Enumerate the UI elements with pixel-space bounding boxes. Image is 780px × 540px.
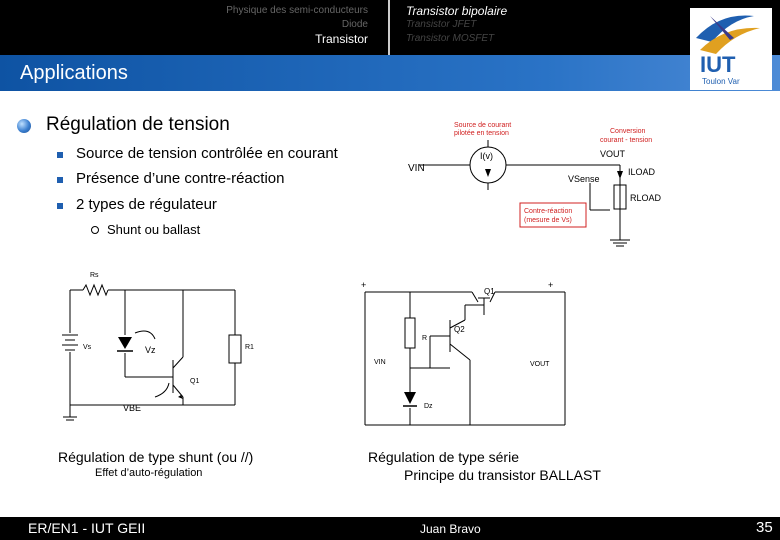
caption-shunt-title: Régulation de type shunt (ou //) [58, 449, 254, 465]
circle-bullet-icon [91, 226, 99, 234]
nav-item-physique[interactable]: Physique des semi-conducteurs [226, 5, 368, 16]
bullet-level1: Régulation de tension [46, 114, 230, 135]
label-vout: VOUT [600, 149, 626, 159]
label-source2: pilotée en tension [454, 130, 509, 137]
label-r: R [422, 335, 428, 342]
bullet-level3: Shunt ou ballast [107, 222, 201, 237]
nav-item-diode[interactable]: Diode [341, 19, 368, 30]
footer-author: Juan Bravo [420, 522, 481, 536]
label-iv: I(v) [480, 151, 493, 161]
bullet-level2-item: Présence d’une contre-réaction [76, 170, 285, 187]
nav-item-transistor[interactable]: Transistor [315, 32, 368, 46]
label-vs: Vs [83, 344, 92, 351]
header-bar [0, 0, 780, 55]
nav-divider [388, 0, 390, 55]
bullet-level2-item: Source de tension contrôlée en courant [76, 145, 338, 162]
label-vbe: VBE [123, 403, 142, 413]
footer-course: ER/EN1 - IUT GEII [28, 520, 146, 536]
label-vsense: VSense [568, 174, 600, 184]
nav-item-jfet[interactable]: Transistor JFET [406, 19, 477, 30]
label-conv2: courant - tension [600, 137, 653, 144]
caption-serie-sub: Principe du transistor BALLAST [404, 467, 601, 483]
label-conv: Conversion [610, 128, 646, 135]
label-rload: RLOAD [630, 193, 662, 203]
label-vz: Vz [145, 345, 156, 355]
label-vin: VIN [408, 163, 425, 174]
label-iload: ILOAD [628, 167, 656, 177]
square-bullet-icon [57, 152, 63, 158]
square-bullet-icon [57, 203, 63, 209]
caption-serie-title: Régulation de type série [368, 449, 519, 465]
label-vin: VIN [374, 359, 386, 366]
logo-text-main: IUT [700, 52, 736, 77]
bullet-level2-item: 2 types de régulateur [76, 196, 217, 213]
label-source: Source de courant [454, 122, 512, 129]
logo-text-sub: Toulon Var [702, 77, 740, 86]
page-number: 35 [756, 519, 773, 536]
series-regulator-circuit [360, 280, 570, 435]
slide-title: Applications [20, 62, 128, 84]
nav-item-bipolaire[interactable]: Transistor bipolaire [406, 4, 508, 18]
iut-logo-graphic [690, 8, 772, 90]
caption-shunt-sub: Effet d’auto-régulation [95, 467, 203, 479]
nav-item-mosfet[interactable]: Transistor MOSFET [406, 33, 495, 44]
label-plus-left: + [361, 280, 367, 290]
label-dz: Dz [424, 403, 433, 410]
label-feedback2: (mesure de Vs) [524, 217, 572, 224]
label-feedback: Contre-réaction [524, 208, 573, 215]
nav-left [226, 4, 368, 46]
label-r1: R1 [245, 344, 254, 351]
iut-logo [690, 8, 772, 90]
label-vout: VOUT [530, 361, 550, 368]
label-q1: Q1 [190, 378, 200, 385]
shunt-regulator-circuit [55, 265, 275, 435]
label-rs: Rs [90, 272, 99, 279]
bullet-dot-icon [17, 119, 31, 133]
label-q2: Q2 [454, 325, 465, 334]
regulator-block-diagram [400, 115, 670, 250]
nav-right [406, 4, 507, 46]
label-plus-right: + [548, 280, 554, 290]
label-q1: Q1 [484, 287, 495, 296]
square-bullet-icon [57, 177, 63, 183]
